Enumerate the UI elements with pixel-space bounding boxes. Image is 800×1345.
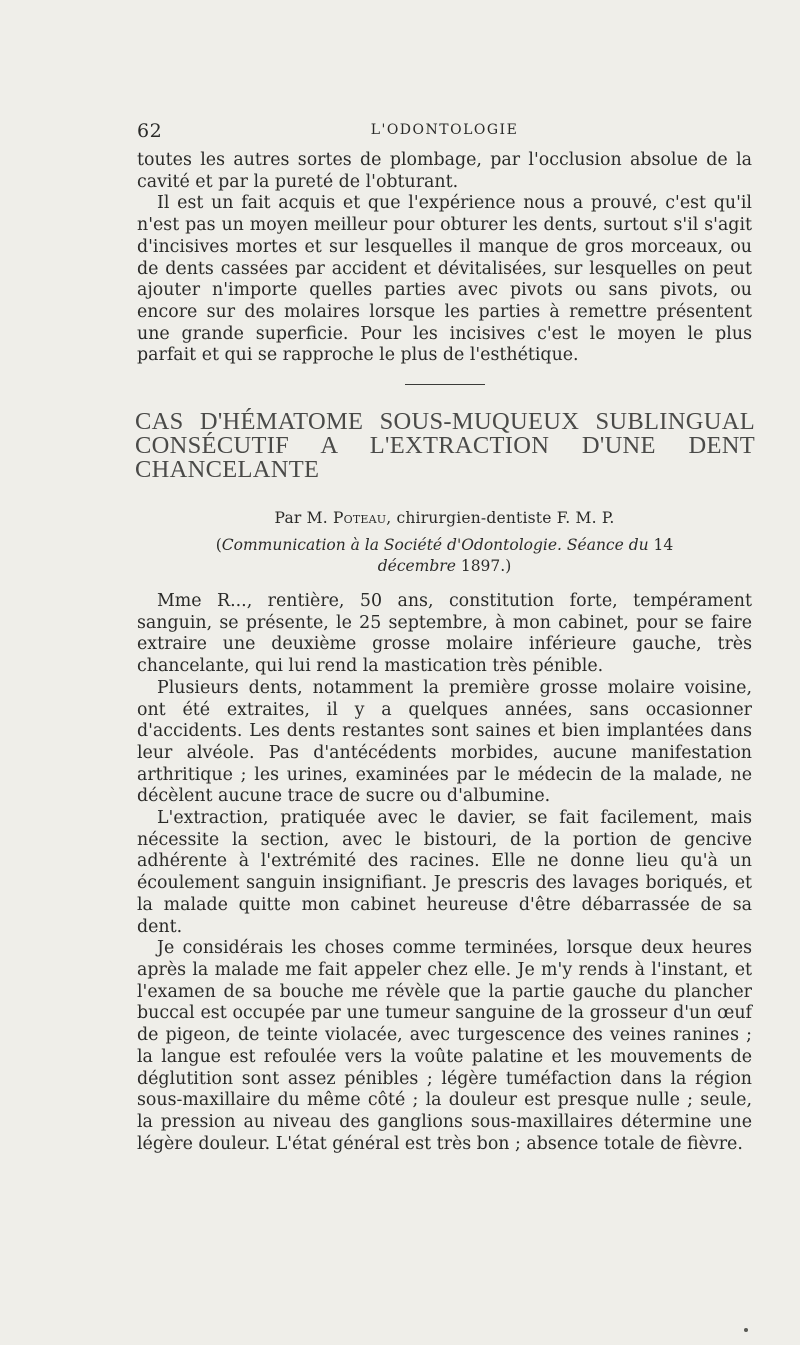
meeting-note — [137, 535, 752, 577]
article-title: CAS D'HÉMATOME SOUS-MUQUEUX SUBLINGUAL CONSÉCUTIF A L'EXTRACTION D'UNE DENT CHANCELANTE — [135, 408, 755, 484]
page-number: 62 — [137, 120, 163, 142]
meeting-close-paren: .) — [500, 557, 512, 576]
paragraph: Plusieurs dents, notamment la première grosse molaire voisine, ont été extraites, il y a quelques années, sans occasionner d'accidents. Les dents restantes sont saines et bien implantées dans leur alvéole. Pas d'antécédents morbides, aucune manifestation arthritique ; les urines, examinées par le médecin de la malade, ne décèlent aucune trace de sucre ou d'albumine. — [137, 677, 752, 807]
byline — [137, 509, 752, 527]
paragraph: Il est un fait acquis et que l'expérience nous a prouvé, c'est qu'il n'est pas un moyen meilleur pour obturer les dents, surtout s'il s'agit d'incisives mortes et sur lesquelles il manque de gros morceaux, ou de dents cassées par accident et dévitalisées, sur lesquelles on peut ajouter n'importe quelles parties avec pivots ou sans pivots, ou encore sur des molaires lorsque les parties à remettre présentent une grande superficie. Pour les incisives c'est le moyen le plus parfait et qui se rapproche le plus de l'esthétique. — [137, 193, 752, 366]
journal-title: L'ODONTOLOGIE — [370, 122, 519, 138]
section-divider — [405, 384, 485, 385]
byline-author: Poteau — [332, 509, 387, 528]
running-head — [137, 120, 752, 144]
paragraph: Je considérais les choses comme terminées, lorsque deux heures après la malade me fait appeler chez elle. Je m'y rends à l'instant, et l'examen de sa bouche me révèle que la partie gauche du plancher buccal est occupée par une tumeur sanguine de la grosseur d'un œuf de pigeon, de teinte violacée, avec turgescence des veines ranines ; la langue est refoulée vers la voûte palatine et les mouvements de déglutition sont assez pénibles ; légère tuméfaction dans la région sous-maxillaire du même côté ; la douleur est presque nulle ; seule, la pression au niveau des ganglions sous-maxillaires détermine une légère douleur. L'état général est très bon ; absence totale de fièvre. — [137, 938, 752, 1154]
meeting-open-paren: ( — [215, 536, 222, 555]
byline-suffix: , chirurgien-dentiste F. M. P. — [386, 509, 615, 528]
meeting-year: 1897 — [460, 557, 501, 576]
paragraph: toutes les autres sortes de plombage, par l'occlusion absolue de la cavité et par la pureté de l'obturant. — [137, 150, 752, 192]
paragraph: L'extraction, pratiquée avec le davier, se fait facilement, mais nécessite la section, avec le bistouri, de la portion de gencive adhérente à l'extrémité des racines. Elle ne donne lieu qu'à un écoulement sanguin insignifiant. Je prescris des lavages boriqués, et la malade quitte mon cabinet heureuse d'être débarrassée de sa dent. — [137, 808, 752, 937]
meeting-text: Communication à la Société d'Odontologie. Séance du — [221, 536, 649, 555]
meeting-month: décembre — [377, 557, 456, 576]
text-column — [135, 150, 755, 1155]
byline-prefix: Par M. — [274, 509, 328, 528]
ink-speck — [744, 1328, 748, 1332]
paragraph: Mme R..., rentière, 50 ans, constitution forte, tempérament sanguin, se présente, le 25 septembre, à mon cabinet, pour se faire extraire une deuxième grosse molaire inférieure gauche, très chancelante, qui lui rend la mastication très pénible. — [137, 591, 752, 677]
meeting-day: 14 — [653, 536, 674, 555]
